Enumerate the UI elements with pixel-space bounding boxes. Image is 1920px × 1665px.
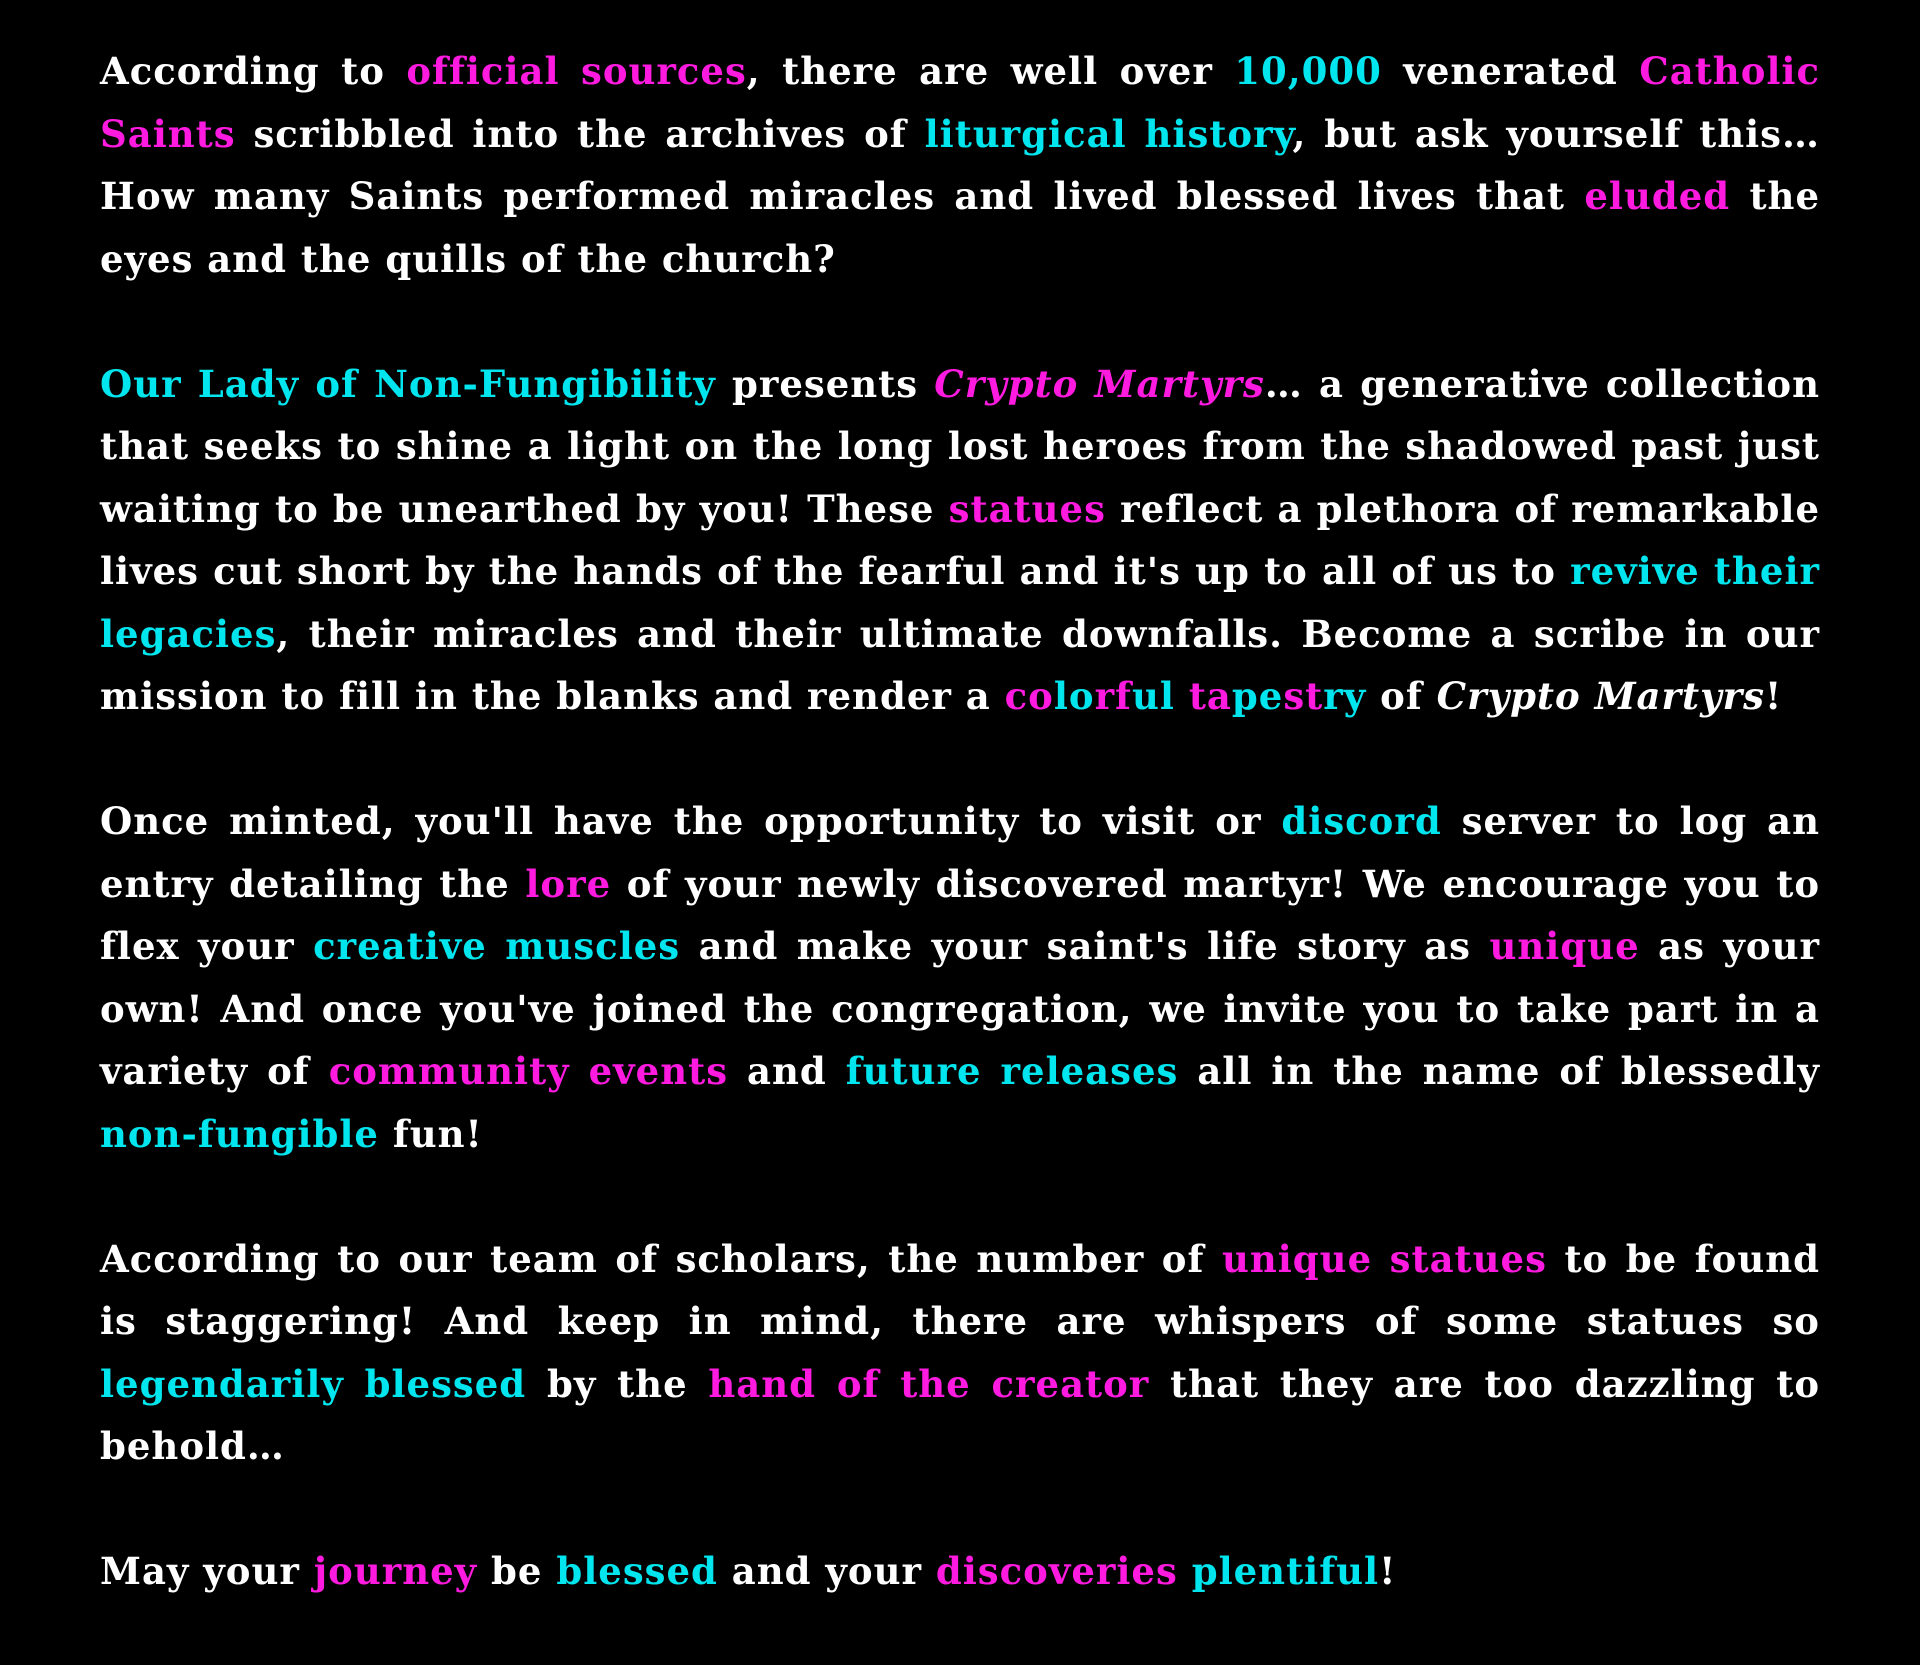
paragraph-intro bbox=[100, 40, 1820, 290]
highlight-text: official sources bbox=[406, 49, 747, 93]
highlight-text: plentiful bbox=[1191, 1549, 1380, 1593]
highlight-text: unique statues bbox=[1221, 1236, 1547, 1281]
highlight-text: non-fungible bbox=[100, 1111, 379, 1156]
text-segment: that they are too dazzling to behold… bbox=[100, 1361, 1821, 1468]
text-segment: reflect a plethora of remarkable lives cut short by the hands of the fearful and it's up to all of us to bbox=[100, 486, 1821, 593]
highlight-text: eluded bbox=[1584, 174, 1731, 218]
highlight-text: Catholic Saints bbox=[100, 49, 1821, 156]
text-segment bbox=[1175, 674, 1189, 718]
text-segment: ! bbox=[1764, 674, 1783, 718]
text-segment: According to our team of scholars, the number of bbox=[100, 1236, 1222, 1281]
text-segment: ! bbox=[1379, 1549, 1397, 1593]
highlight-text: Our Lady of Non-Fungibility bbox=[100, 361, 716, 406]
highlight-text: ry bbox=[1323, 674, 1367, 718]
highlight-text: pe bbox=[1231, 674, 1284, 718]
highlight-text: legendarily blessed bbox=[100, 1361, 527, 1406]
highlight-text: lo bbox=[1053, 674, 1095, 718]
text-segment: fun! bbox=[378, 1111, 483, 1156]
text-segment: all in the name of blessedly bbox=[1178, 1049, 1820, 1093]
highlight-text: Crypto Martyrs bbox=[934, 361, 1265, 406]
text-segment: … a generative collection that seeks to shine a light on the long lost heroes from the shadowed past just waiting to be unearthed by you! These bbox=[100, 361, 1820, 531]
highlight-text: blessed bbox=[556, 1549, 718, 1593]
text-segment: , their miracles and their ultimate downfalls. Become a scribe in our mission to fill in the blanks and render a bbox=[100, 611, 1820, 718]
highlight-text: community events bbox=[328, 1049, 729, 1093]
highlight-text: hand of the creator bbox=[708, 1361, 1150, 1406]
highlight-text: ta bbox=[1188, 674, 1232, 718]
text-segment: the eyes and the quills of the church? bbox=[100, 174, 1820, 281]
paragraph-closing bbox=[100, 1540, 1820, 1603]
highlight-text: st bbox=[1283, 674, 1324, 718]
highlight-text: liturgical history bbox=[924, 111, 1293, 156]
highlight-text: lore bbox=[525, 861, 612, 906]
highlight-text: creative muscles bbox=[313, 924, 681, 968]
text-segment bbox=[1178, 1549, 1192, 1593]
paragraph-rarity bbox=[100, 1228, 1820, 1478]
highlight-text: future releases bbox=[845, 1049, 1179, 1093]
highlight-text: revive their legacies bbox=[100, 549, 1820, 656]
highlight-text: co bbox=[1004, 674, 1054, 718]
text-segment: , there are well over bbox=[746, 49, 1235, 93]
text-segment: to be found is staggering! And keep in mind, there are whispers of some statues so bbox=[100, 1236, 1821, 1343]
highlight-text: journey bbox=[313, 1549, 478, 1593]
text-segment: and your bbox=[717, 1549, 936, 1593]
text-segment: scribbled into the archives of bbox=[235, 111, 925, 156]
highlight-text: discord bbox=[1281, 799, 1442, 843]
text-segment: According to bbox=[100, 49, 407, 93]
text-segment: of your newly discovered martyr! We encourage you to flex your bbox=[100, 861, 1820, 968]
text-segment: by the bbox=[526, 1361, 709, 1406]
text-segment: of bbox=[1366, 674, 1437, 718]
highlight-text: discoveries bbox=[935, 1549, 1178, 1593]
text-segment: May your bbox=[100, 1549, 314, 1593]
text-segment: Once minted, you'll have the opportunity to visit or bbox=[100, 799, 1282, 843]
text-segment: Crypto Martyrs bbox=[1436, 674, 1765, 718]
highlight-text: unique bbox=[1489, 924, 1640, 968]
highlight-text: ul bbox=[1131, 674, 1175, 718]
text-segment: and make your saint's life story as bbox=[680, 924, 1490, 968]
highlight-text: rf bbox=[1094, 674, 1132, 718]
text-segment: venerated bbox=[1381, 49, 1640, 93]
paragraph-collection bbox=[100, 353, 1820, 728]
text-segment: , but ask yourself this… How many Saints performed miracles and lived blessed lives that bbox=[100, 111, 1820, 218]
text-segment: presents bbox=[715, 361, 935, 406]
text-segment: server to log an entry detailing the bbox=[100, 799, 1820, 906]
paragraph-community bbox=[100, 790, 1820, 1165]
text-segment: as your own! And once you've joined the congregation, we invite you to take part in a variety of bbox=[100, 924, 1820, 1093]
text-segment: be bbox=[477, 1549, 557, 1593]
highlight-text: 10,000 bbox=[1234, 49, 1382, 93]
text-segment: and bbox=[728, 1049, 846, 1093]
highlight-text: statues bbox=[948, 486, 1106, 531]
